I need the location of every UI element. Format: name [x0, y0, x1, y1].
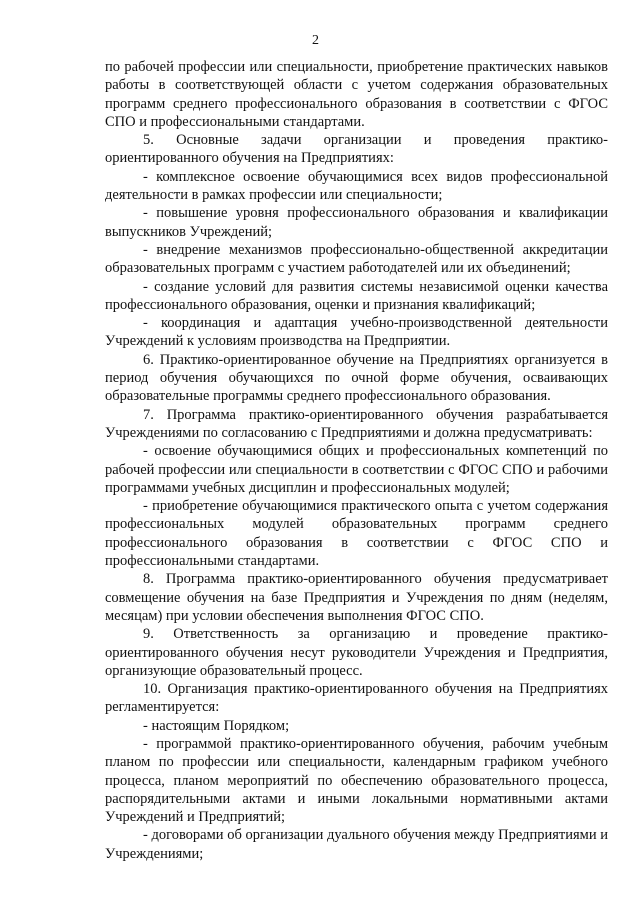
list-item: - создание условий для развития системы независимой оценки качества профессионального образования, оценки и признания квалификаций;: [105, 278, 608, 313]
list-item: - координация и адаптация учебно-производственной деятельности Учреждений к условиям производства на Предприятии.: [105, 315, 608, 350]
paragraph-item-5: 5. Основные задачи организации и проведения практико-ориентированного обучения на Предприятиях:: [105, 132, 608, 167]
paragraph-item-6: 6. Практико-ориентированное обучение на Предприятиях организуется в период обучения обучающихся по очной форме обучения, осваивающих образовательные программы среднего профессионального образования.: [105, 351, 608, 405]
document-body: [105, 58, 608, 863]
list-item: - комплексное освоение обучающимися всех видов профессиональной деятельности в рамках профессии или специальности;: [105, 168, 608, 204]
paragraph-continuation: по рабочей профессии или специальности, приобретение практических навыков работы в соответствующей области с учетом содержания образовательных программ среднего профессионального образования в соответствии с ФГОС СПО и профессиональными стандартами.: [105, 59, 608, 130]
list-item: - приобретение обучающимися практического опыта с учетом содержания профессиональных модулей образовательных программ среднего профессионального образования в соответствии с ФГОС СПО и профессиональными стандартами.: [105, 498, 608, 570]
list-item: - программой практико-ориентированного обучения, рабочим учебным планом по профессии или специальности, календарным графиком учебного процесса, планом мероприятий по обеспечению образовательного процесса, распорядительными актами и иными локальными нормативными актами Учреждений и Предприятий;: [105, 735, 608, 826]
paragraph-item-10: 10. Организация практико-ориентированного обучения на Предприятиях регламентируется:: [105, 681, 608, 716]
list-item: - договорами об организации дуального обучения между Предприятиями и Учреждениями;: [105, 827, 608, 862]
paragraph-item-7: 7. Программа практико-ориентированного обучения разрабатывается Учреждениями по согласованию с Предприятиями и должна предусматривать:: [105, 406, 608, 441]
paragraph-item-9: 9. Ответственность за организацию и проведение практико-ориентированного обучения несут руководители Учреждения и Предприятия, организующие образовательный процесс.: [105, 626, 608, 679]
list-item: - повышение уровня профессионального образования и квалификации выпускников Учреждений;: [105, 205, 608, 240]
list-item: - освоение обучающимися общих и профессиональных компетенций по рабочей профессии или специальности в соответствии с ФГОС СПО и рабочими программами учебных дисциплин и профессиональных модулей;: [105, 443, 608, 496]
list-item: - настоящим Порядком;: [143, 717, 290, 734]
page-number: 2: [312, 33, 319, 48]
paragraph-item-8: 8. Программа практико-ориентированного обучения предусматривает совмещение обучения на базе Предприятия и Учреждения по дням (неделям, месяцам) при условии обеспечения выполнения ФГОС СПО.: [105, 571, 608, 624]
list-item: - внедрение механизмов профессионально-общественной аккредитации образовательных программ с участием работодателей или их объединений;: [105, 241, 608, 277]
